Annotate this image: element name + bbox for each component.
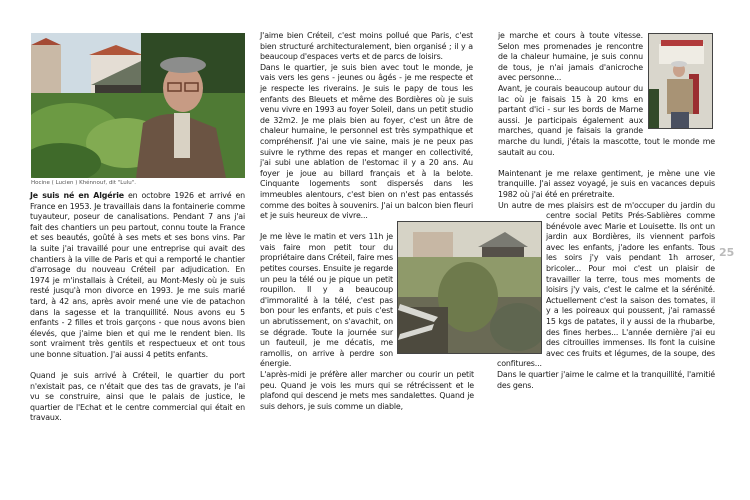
- paragraph-text: Dans le quartier, je suis bien avec tout le monde, je vais vers les gens - jeunes ou âgés - je me respecte et je respecte les riverains. Je suis le papy de tous les enfants des Bleuets et même des Bordières où je suis venu vivre en 1993 au foyer Soleil, dans un petit studio de 32m2. Je me plais bien au foyer, c'est un âtre de chaleur humaine, le personnel est très sympathique et compréhensif. J'ai une vie saine, mais je ne peux pas suivre le rythme des repas et manger en collectivité, j'ai subi une ablation de l'estomac il y a 20 ans. Au foyer je joue au billard français et à la belote. Cinquante logements sont dispersés dans les immeubles alentours, c'est bien on n'est pas entassés comme des boites à souvenirs. J'ai un balcon bien fleuri et je suis heureux de vivre...: [260, 62, 473, 221]
- float-spacer: [473, 31, 474, 217]
- paragraph: Je me lève le matin et vers 11h je vais faire mon petit tour du propriétaire dans Créteil, faire mes petites courses. Ensuite je regarde un peu la télé ou je pique un petit roupillon. Il y a beaucoup d'immoralité à la télé, c'est pas bon pour les enfants, et puis c'est un abrutissement, on s'avachit, on se dégrade. Toute la journée sur un fauteuil, je me décatis, me ramollis, on arrive à perdre son énergie.: [260, 232, 393, 369]
- paragraph: Avant, je courais beaucoup autour du lac où je faisais 15 à 20 kms en partant d'ici - sur les bords de Marne aussi. Je participais également aux marches, quand je faisais la grande marche du lundi, j'étais la mascotte, tout le monde me sautait au cou.: [498, 83, 715, 157]
- paragraph-text: en octobre 1926 et arrivé en France en 1953. Je travaillais dans la fontainerie comme tuyauteur, poseur de canalisations. Pendant 7 ans j'ai fait des chantiers un peu partout, connu toute la France et ses beautés, goûté à ses mets et ses bons vins. Par la suite j'ai travaillé pour une entreprise qui avait des chantiers à la ville de Paris et qui a remporté le chantier d'arrosage du nouveau Créteil par adjudication. En 1974 je m'installais à Créteil, au Mont-Mesly où je suis resté jusqu'à mon divorce en 1993. Je me suis marié tard, à 42 ans, après avoir mené une vie de patachon dans la sagesse et la tranquillité. Nous avons eu 5 enfants - 2 filles et trois garçons - que nous avons bien élevés, que j'aime bien et qui me le rendent bien. Ils sont vraiment très gentils et respectueux et ont tous une bonne situation. J'ai aussi 4 petits enfants.: [30, 191, 245, 359]
- portrait-photo-illustration: [31, 33, 245, 178]
- paragraph: Dans le quartier j'aime le calme et la tranquillité, l'amitié des gens.: [497, 370, 715, 390]
- paragraph: [30, 191, 245, 361]
- page-number: 25: [719, 246, 735, 259]
- portrait-photo: [31, 33, 245, 178]
- paragraph: J'aime bien Créteil, c'est moins pollué que Paris, c'est bien structuré architecturalement, bien organisé ; il y a beaucoup d'espaces verts et de parcs de loisirs.: [260, 31, 473, 62]
- paragraph: Un autre de mes plaisirs est de m'occuper du jardin du centre social Petits Prés-Sablières comme bénévole avec Marie et Louisette. Ils ont un jardin aux Bordières, ils viennent parfois avec les enfants, j'adore les enfants. Tous les soirs j'y vais pendant 1h arroser, bricoler... Pour moi c'est un plaisir de travailler la terre, tous mes moments de loisirs j'y vais, c'est le calme et la sérénité. Actuellement c'est la saison des tomates, il y a les poireaux qui poussent, j'ai ramassé 15 kgs de patates, il y aussi de la rhubarbe, des fines herbes... L'année dernière j'ai eu des citrouilles immenses. Ils font la cuisine avec ces fruits et légumes, de la soupe, des confitures...: [497, 200, 715, 369]
- paragraph: L'après-midi je préfère aller marcher ou courir un petit peu. Quand je vois les murs qui se rétrécissent et le plafond qui descend je mets mes sandalettes. Quand je suis dehors, je suis comme un diable,: [260, 370, 474, 411]
- paragraph: je marche et cours à toute vitesse. Selon mes promenades je rencontre de la chaleur humaine, je suis connu de tous, je n'ai jamais d'anicroche avec personne...: [498, 31, 643, 83]
- column-1: [30, 191, 245, 424]
- lead-heading: Je suis né en Algérie: [30, 191, 124, 200]
- garden-photo-illustration: [398, 222, 541, 353]
- standing-man-photo-illustration: [649, 34, 712, 128]
- paragraph: Maintenant je me relaxe gentiment, je mène une vie tranquille. J'ai assez voyagé, je suis en vacances depuis 1982 où j'ai été en préretraite.: [498, 168, 715, 199]
- paragraph: Quand je suis arrivé à Créteil, le quartier du port n'existait pas, ce n'était que des tas de gravats, je l'ai vu se construire, ainsi que le palais de justice, le quartier de l'Echat et le centre commercial qui était en travaux.: [30, 371, 245, 423]
- standing-man-photo: [648, 33, 713, 129]
- garden-photo: [397, 221, 542, 354]
- portrait-caption: Hocine ( Lucien ) Khénnouf, dit "Lulu".: [31, 180, 137, 186]
